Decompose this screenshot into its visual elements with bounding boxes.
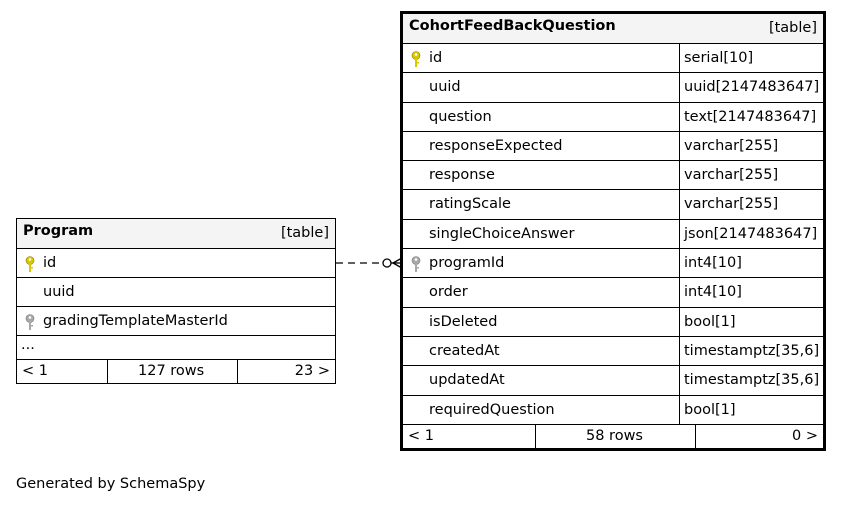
foreign-key-icon <box>411 256 421 276</box>
column-row[interactable] <box>403 103 823 132</box>
column-type: bool[1] <box>679 308 823 336</box>
footer-prev[interactable]: < 1 <box>22 363 48 379</box>
column-row[interactable] <box>403 396 823 425</box>
column-name: id <box>43 255 57 271</box>
column-name: updatedAt <box>429 372 505 389</box>
column-name: singleChoiceAnswer <box>429 225 575 242</box>
column-row[interactable] <box>17 307 335 336</box>
column-name: createdAt <box>429 342 500 359</box>
column-name: order <box>429 284 468 301</box>
table-footer <box>403 425 823 448</box>
column-name: requiredQuestion <box>429 401 555 418</box>
column-row[interactable] <box>403 249 823 278</box>
column-type: timestamptz[35,6] <box>679 337 823 365</box>
generated-by-label: Generated by SchemaSpy <box>16 476 206 492</box>
table-header <box>17 219 335 249</box>
more-columns-ellipsis: ... <box>21 337 35 353</box>
column-name: response <box>429 167 495 184</box>
column-row[interactable] <box>403 278 823 307</box>
column-type: int4[10] <box>679 278 823 306</box>
column-row[interactable] <box>403 337 823 366</box>
column-row[interactable] <box>403 220 823 249</box>
column-name: id <box>429 50 443 66</box>
primary-key-icon <box>25 256 35 276</box>
column-type: json[2147483647] <box>679 220 823 248</box>
column-name: responseExpected <box>429 137 563 154</box>
foreign-key-icon <box>25 314 35 334</box>
column-name: gradingTemplateMasterId <box>43 313 228 329</box>
column-name: uuid <box>43 284 75 300</box>
column-row[interactable] <box>403 366 823 395</box>
column-type: serial[10] <box>679 44 823 72</box>
column-type: uuid[2147483647] <box>679 73 823 101</box>
footer-prev[interactable]: < 1 <box>408 427 434 444</box>
column-type: varchar[255] <box>679 132 823 160</box>
column-type: varchar[255] <box>679 161 823 189</box>
table-name[interactable]: Program <box>23 223 94 239</box>
column-type: timestamptz[35,6] <box>679 366 823 394</box>
column-row[interactable] <box>403 132 823 161</box>
primary-key-icon <box>411 51 421 71</box>
column-name: programId <box>429 255 505 272</box>
table-kind: [table] <box>768 20 817 36</box>
column-row[interactable] <box>403 44 823 73</box>
table-kind: [table] <box>280 225 329 241</box>
table-name[interactable]: CohortFeedBackQuestion <box>409 18 616 34</box>
cohort-feedback-question-table[interactable] <box>400 11 826 451</box>
column-row[interactable] <box>403 161 823 190</box>
column-row[interactable] <box>403 190 823 219</box>
footer-rows: 127 rows <box>138 363 205 379</box>
column-type: text[2147483647] <box>679 103 823 131</box>
table-footer <box>17 360 335 383</box>
zero-or-many-circle <box>383 259 391 267</box>
program-table[interactable] <box>16 218 336 384</box>
column-row[interactable] <box>17 249 335 278</box>
footer-next[interactable]: 0 > <box>792 427 818 444</box>
column-name: ratingScale <box>429 196 511 213</box>
column-name: isDeleted <box>429 313 498 330</box>
column-row[interactable] <box>403 308 823 337</box>
footer-next[interactable]: 23 > <box>294 363 330 379</box>
column-type: bool[1] <box>679 396 823 424</box>
column-type: int4[10] <box>679 249 823 277</box>
footer-rows: 58 rows <box>586 427 643 444</box>
column-name: uuid <box>429 79 461 96</box>
more-columns-row <box>17 336 335 360</box>
column-row[interactable] <box>17 278 335 307</box>
column-row[interactable] <box>403 73 823 102</box>
table-header <box>403 14 823 44</box>
column-type: varchar[255] <box>679 190 823 218</box>
column-name: question <box>429 108 492 125</box>
